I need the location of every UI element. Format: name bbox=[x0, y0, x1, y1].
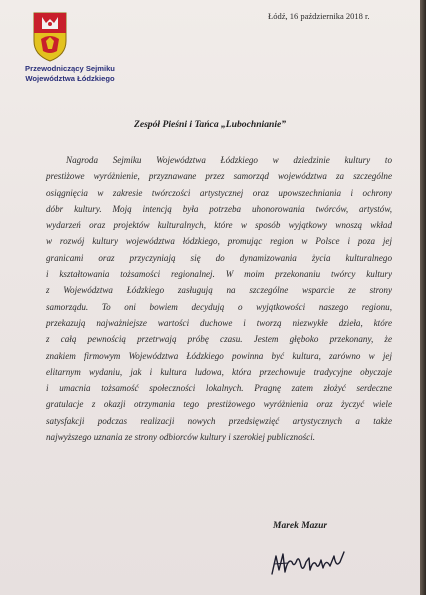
body-line: Nagroda Sejmiku Województwa Łódzkiego w dziedzinie kultury to bbox=[66, 155, 392, 165]
recipient-heading: Zespół Pieśni i Tańca „Lubochnianie” bbox=[133, 119, 287, 130]
issuer-line-2: Województwa Łódzkiego bbox=[25, 74, 115, 83]
body-line: z Województwa Łódzkiego zasługują na szczególne wsparcie ze strony bbox=[46, 285, 392, 296]
issuer-name bbox=[10, 64, 130, 84]
body-line: satysfakcji podczas realizacji nowych przedsięwzięć artystycznych a także bbox=[46, 415, 392, 426]
body-line: wydarzeń oraz projektów kulturalnych, które w sposób wyjątkowy wnoszą wkład bbox=[46, 220, 392, 231]
body-line: samorządu. To oni bowiem decydują o wyjątkowości naszego regionu, bbox=[46, 301, 392, 312]
body-line: prestiżowe wyróżnienie, przyznawane przez samorząd województwa za szczególne bbox=[46, 171, 392, 182]
body-line: elitarnym wydaniu, jak i kultura ludowa, która przechowuje tradycyjne obyczaje bbox=[46, 366, 392, 377]
body-line: z całą pewnością przetrwają próbę czasu. Jestem głęboko przekonany, że bbox=[46, 334, 392, 345]
handwritten-signature-icon bbox=[268, 548, 352, 578]
page-edge-shadow bbox=[420, 0, 426, 595]
body-line: granicami oraz przyczyniają się do dynamizowania życia kulturalnego bbox=[46, 252, 392, 263]
body-line: znakiem firmowym Województwa Łódzkiego powinna być kultura, zarówno w jej bbox=[46, 350, 392, 361]
coat-of-arms-icon bbox=[31, 11, 69, 63]
issuer-line-1: Przewodniczący Sejmiku bbox=[25, 64, 115, 73]
body-line: najwyższego uznania ze strony odbiorców kultury i szerokiej publiczności. bbox=[46, 432, 316, 443]
body-line: gratulacje z okazji otrzymania tego prestiżowego wyróżnienia oraz życzyć wiele bbox=[46, 399, 392, 410]
signer-name: Marek Mazur bbox=[273, 521, 328, 531]
body-line: i umacnia tożsamość społeczności lokalnych. Pragnę zatem złożyć serdeczne bbox=[46, 383, 392, 394]
body-line: i kształtowania tożsamości regionalnej. W moim przekonaniu twórcy kultury bbox=[46, 269, 392, 280]
body-line: osiągnięcia w zakresie twórczości artystycznej oraz upowszechniania i ochrony bbox=[46, 187, 392, 198]
body-line: przekazują najważniejsze wartości duchowe i tworzą niezwykłe dzieła, które bbox=[46, 317, 392, 328]
body-line: w rozwój kultury województwa łódzkiego, promując region w Polsce i poza jej bbox=[46, 236, 392, 247]
body-line: dóbr kultury. Moją intencją była potrzeba uhonorowania twórców, artystów, bbox=[46, 203, 392, 214]
letter-body bbox=[46, 152, 392, 445]
letter-date: Łódź, 16 października 2018 r. bbox=[268, 11, 370, 21]
